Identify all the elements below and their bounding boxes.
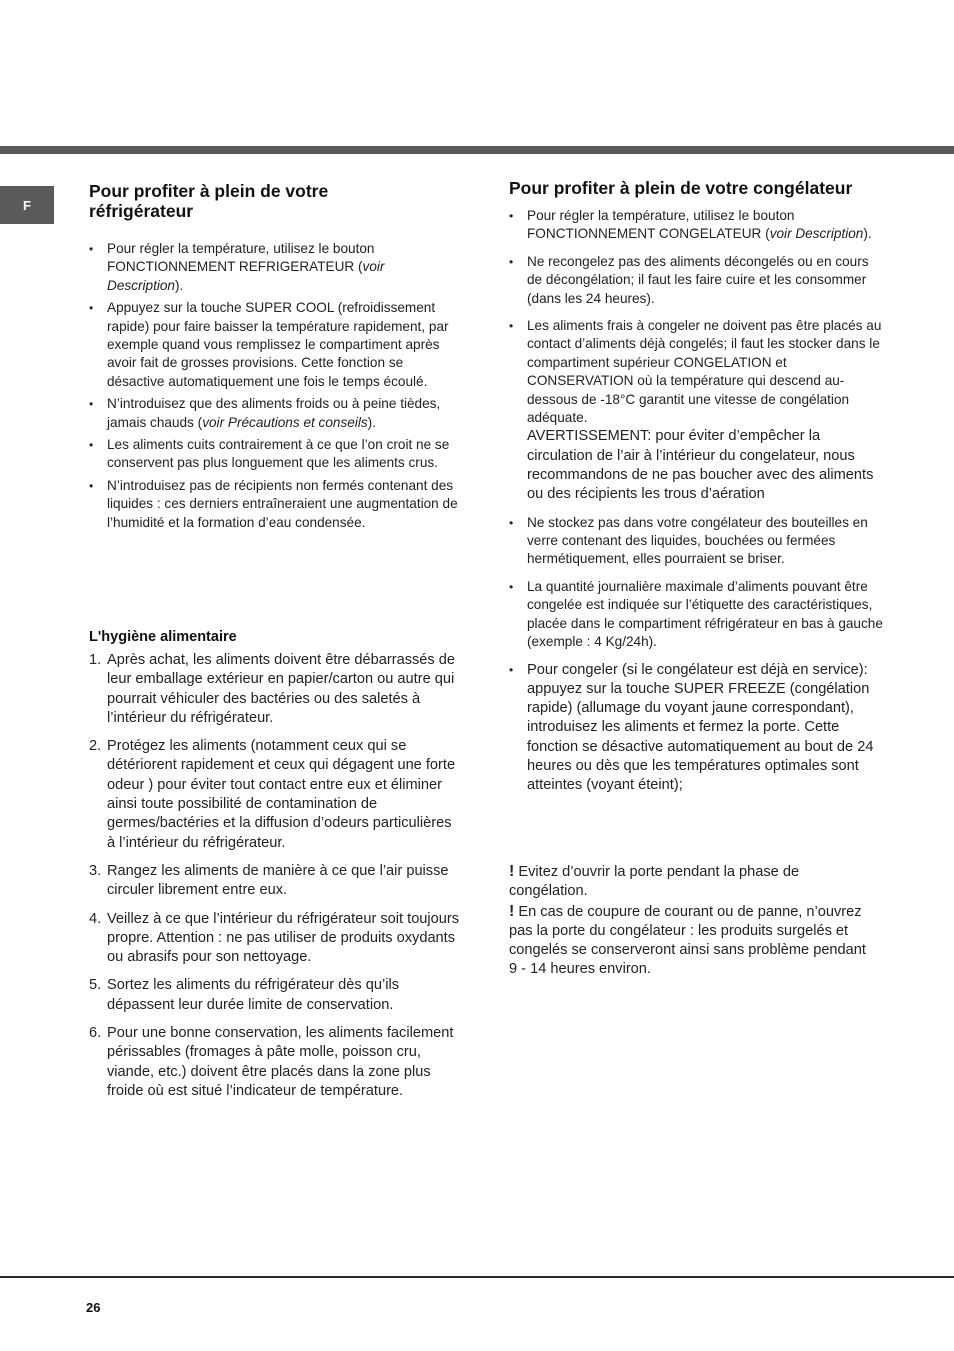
list-item-text: N’introduisez pas de récipients non fermés contenant des liquides : ces derniers entraîneraient une augmentation de l’humidité et la formation d’eau condensée.: [107, 477, 458, 530]
list-item-tail: ).: [175, 277, 184, 293]
warning-mark-icon: !: [509, 863, 515, 880]
list-item-text: La quantité journalière maximale d’aliments pouvant être congelée est indiquée sur l’étiquette des caractéristiques, placée dans le compartiment réfrigérateur en bas à gauche (exemple : 4 Kg/24h).: [527, 578, 883, 650]
list-item: [89, 477, 461, 532]
list-item: [509, 661, 885, 796]
list-item: [509, 317, 885, 505]
hygiene-heading: L'hygiène alimentaire: [89, 629, 237, 645]
item-number: 3.: [89, 862, 102, 879]
list-item-text: N’introduisez que des aliments froids ou à peine tièdes, jamais chauds (: [107, 396, 441, 430]
note: [509, 862, 869, 902]
item-number: 2.: [89, 738, 102, 755]
freezer-tips-list: [509, 207, 885, 796]
numbered-item: [89, 651, 461, 728]
note-text: Evitez d’ouvrir la porte pendant la phase de congélation.: [509, 864, 800, 900]
numbered-item: [89, 910, 461, 968]
list-item-text: Les aliments cuits contrairement à ce que l’on croit ne se conservent pas plus longuement que les aliments crus.: [107, 437, 450, 471]
warning-mark-icon: !: [509, 902, 515, 920]
note: [509, 902, 869, 980]
list-item-ref: voir Description: [107, 259, 385, 293]
item-text: Protégez les aliments (notamment ceux qui se détériorent rapidement et ceux qui dégagent une forte odeur ) pour éviter tout contact entre eux et éliminer ainsi toute possibilité de contamination de germes/bactéries et la diffusion d’odeurs particulières à l’intérieur du réfrigérateur.: [107, 738, 456, 851]
page-number: 26: [86, 1300, 101, 1315]
item-text: Sortez les aliments du réfrigérateur dès qu’ils dépassent leur durée limite de conservation.: [107, 977, 400, 1013]
list-item-text: Appuyez sur la touche SUPER COOL (refroidissement rapide) pour faire baisser la température rapidement, par exemple quand vous remplissez le compartiment après avoir fait de grosses provisions. Cette fonction se désactive automatiquement une fois le temps écoulé.: [107, 300, 449, 389]
numbered-item: [89, 976, 461, 1015]
list-item-ref: voir Précautions et conseils: [202, 414, 368, 430]
list-item: [509, 514, 885, 569]
item-text: Pour une bonne conservation, les aliments facilement périssables (fromages à pâte molle, poisson cru, viande, etc.) doivent être placés dans la zone plus froide où est situé l’indicateur de température.: [107, 1025, 454, 1099]
language-tab-label: F: [23, 197, 31, 213]
right-title: Pour profiter à plein de votre congélateur: [509, 178, 853, 198]
list-item-tail: ).: [863, 226, 872, 242]
notes-block: [509, 862, 869, 980]
list-item-tail: ).: [367, 414, 376, 430]
list-item-detail: appuyez sur la touche SUPER FREEZE (congélation rapide) (allumage du voyant jaune correspondant), introduisez les aliments et fermez la porte. Cette fonction se désactive automatiquement au bout de 24 heures ou dès que les températures optimales sont atteintes (voyant éteint);: [527, 680, 874, 794]
list-item-text: Pour régler la température, utilisez le bouton FONCTIONNEMENT REFRIGERATEUR (: [107, 241, 375, 275]
list-item: [89, 395, 461, 432]
list-item: [89, 240, 461, 295]
list-item-text: Ne stockez pas dans votre congélateur des bouteilles en verre contenant des liquides, bouchées ou fermées hermétiquement, elles pourraient se briser.: [527, 514, 868, 567]
list-item-ref: voir Description: [769, 226, 864, 242]
list-item-text: Ne recongelez pas des aliments décongelés ou en cours de décongélation; il faut les faire cuire et les consommer (dans les 24 heures).: [527, 253, 869, 306]
bottom-rule: [0, 1276, 954, 1278]
top-rule: [0, 146, 954, 154]
list-item-text: Pour régler la température, utilisez le bouton FONCTIONNEMENT CONGELATEUR (: [527, 208, 795, 242]
item-number: 1.: [89, 652, 102, 668]
list-item: [89, 299, 461, 391]
list-item: [509, 578, 885, 652]
numbered-item: [89, 862, 461, 901]
item-text: Veillez à ce que l’intérieur du réfrigérateur soit toujours propre. Attention : ne pas utiliser de produits oxydants ou abrasifs pour son nettoyage.: [107, 910, 460, 966]
item-number: 4.: [89, 910, 102, 927]
item-number: 6.: [89, 1025, 102, 1042]
fridge-tips-list: [89, 240, 461, 532]
list-item-text: Les aliments frais à congeler ne doivent pas être placés au contact d’aliments déjà congelés; il faut les stocker dans le compartiment supérieur CONGELATION et CONSERVATION où la température qui descend au-dessous de -18°C garantit une vitesse de congélation adéquate.: [527, 318, 882, 426]
note-text: En cas de coupure de courant ou de panne, n’ouvrez pas la porte du congélateur : les produits surgelés et congelés se conserveront ainsi sans problème pendant 9 - 14 heures environ.: [509, 903, 866, 978]
list-item: [89, 436, 461, 473]
item-number: 5.: [89, 977, 102, 994]
language-tab: [0, 186, 54, 224]
list-item-text: Pour congeler (si le congélateur est déjà en service):: [527, 661, 868, 678]
numbered-item: [89, 737, 461, 853]
list-item: [509, 207, 885, 244]
warning-text: AVERTISSEMENT: pour éviter d’empêcher la circulation de l’air à l’intérieur du congelateur, nous recommandons de ne pas boucher avec des aliments ou des récipients les trous d’aération: [527, 428, 874, 503]
item-text: Après achat, les aliments doivent être débarrassés de leur emballage extérieur en papier/carton ou autre qui pourrait véhiculer des bactéries ou des saletés à l’intérieur du réfrigérateur.: [107, 652, 456, 726]
numbered-item: [89, 1024, 461, 1101]
list-item: [509, 253, 885, 308]
hygiene-list: [89, 651, 461, 1101]
item-text: Rangez les aliments de manière à ce que l’air puisse circuler librement entre eux.: [107, 862, 449, 899]
left-title: Pour profiter à plein de votre réfrigérateur: [89, 181, 329, 221]
